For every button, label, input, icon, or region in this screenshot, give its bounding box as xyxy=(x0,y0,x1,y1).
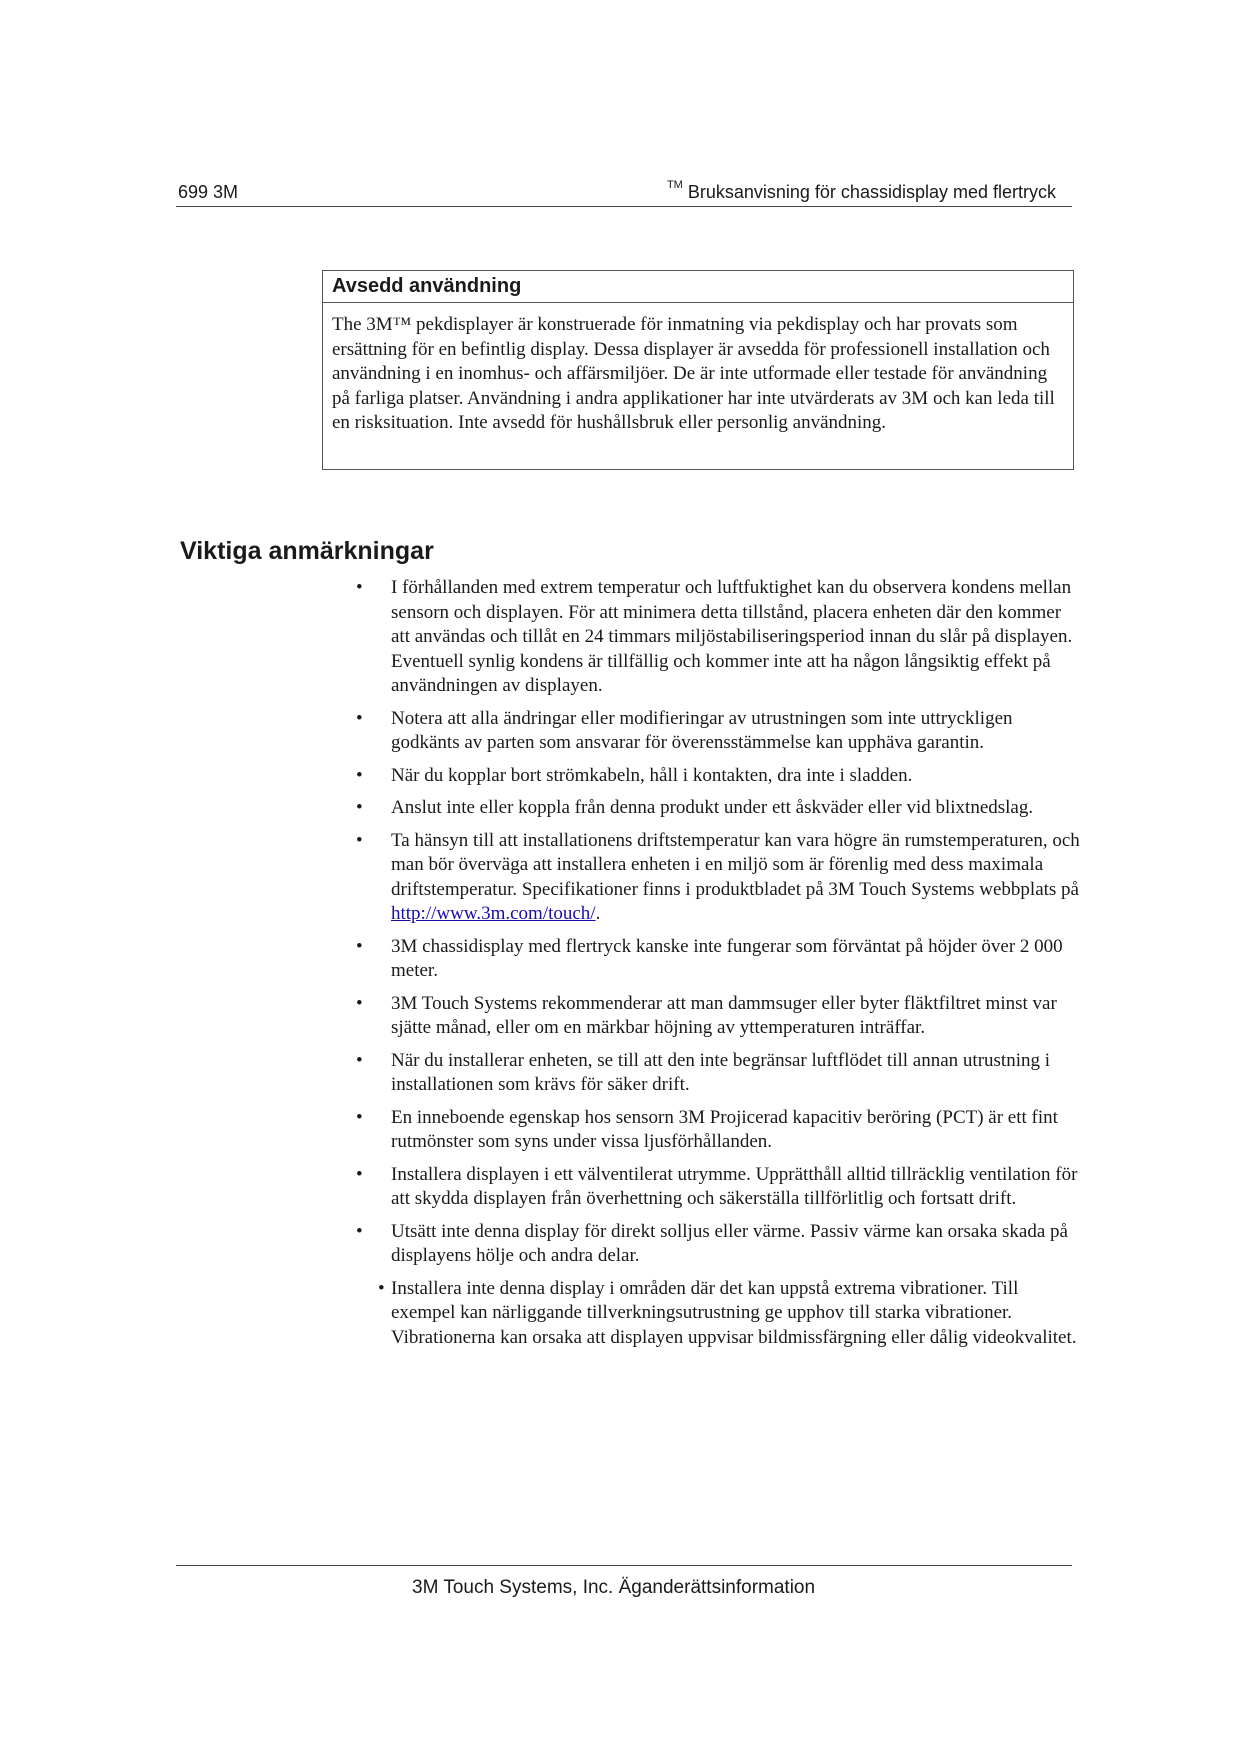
bullet-icon: • xyxy=(356,1220,363,1242)
intended-use-title: Avsedd användning xyxy=(323,271,1073,303)
list-item xyxy=(353,764,1083,789)
list-item xyxy=(353,576,1083,699)
list-item xyxy=(353,1220,1083,1269)
header-title-text: Bruksanvisning för chassidisplay med flertryck xyxy=(687,182,1056,202)
list-item xyxy=(353,992,1083,1041)
bullet-icon: • xyxy=(378,1277,385,1299)
list-item-text: 3M Touch Systems rekommenderar att man dammsuger eller byter fläktfiltret minst var sjätte månad, eller om en märkbar höjning av yttemperaturen inträffar. xyxy=(391,992,1057,1038)
list-item xyxy=(353,1106,1083,1155)
important-notes-list xyxy=(353,576,1083,1358)
bullet-icon: • xyxy=(356,577,363,598)
list-item-text: Notera att alla ändringar eller modifieringar av utrustningen som inte uttryckligen godkänts av parten som ansvarar för överensstämmelse kan upphäva garantin. xyxy=(391,707,1013,753)
list-item-text: Anslut inte eller koppla från denna produkt under ett åskväder eller vid blixtnedslag. xyxy=(391,797,1034,818)
header-document-title xyxy=(666,179,1056,203)
touch-systems-link[interactable]: http://www.3m.com/touch/ xyxy=(391,903,596,924)
bullet-icon: • xyxy=(356,829,363,851)
list-item xyxy=(353,796,1083,821)
bullet-icon: • xyxy=(356,1049,363,1071)
bullet-icon: • xyxy=(356,797,363,818)
bullet-icon: • xyxy=(356,1106,363,1128)
bullet-icon: • xyxy=(356,935,363,957)
list-item xyxy=(353,1277,1083,1351)
intended-use-box xyxy=(322,270,1074,470)
list-item xyxy=(353,935,1083,984)
list-item-text: Utsätt inte denna display för direkt solljus eller värme. Passiv värme kan orsaka skada på displayens hölje och andra delar. xyxy=(391,1220,1068,1266)
list-item-text: Installera displayen i ett välventilerat utrymme. Upprätthåll alltid tillräcklig ventilation för att skydda displayen från överhettning och säkerställa tillförlitlig och fortsatt drift. xyxy=(391,1163,1078,1209)
link-suffix: . xyxy=(595,903,601,924)
list-item-text: Ta hänsyn till att installationens driftstemperatur kan vara högre än rumstemperaturen, och man bör överväga att installera enheten i en miljö som är förenlig med dess maximala driftstemperatur. Specifikationer finns i produktbladet på 3M Touch Systems webbplats på xyxy=(391,829,1080,900)
list-item-text: En inneboende egenskap hos sensorn 3M Projicerad kapacitiv beröring (PCT) är ett fint rutmönster som syns under vissa ljusförhållanden. xyxy=(391,1106,1058,1152)
list-item xyxy=(353,829,1083,927)
trademark-mark: TM xyxy=(666,179,683,191)
list-item xyxy=(353,1049,1083,1098)
list-item-text: När du kopplar bort strömkabeln, håll i kontakten, dra inte i sladden. xyxy=(391,764,913,786)
page-header xyxy=(176,178,1072,207)
section-heading: Viktiga anmärkningar xyxy=(180,537,434,565)
bullet-icon: • xyxy=(356,707,363,729)
bullet-icon: • xyxy=(356,992,363,1014)
bullet-icon: • xyxy=(356,764,363,786)
bullet-icon: • xyxy=(356,1163,363,1185)
list-item-text: I förhållanden med extrem temperatur och luftfuktighet kan du observera kondens mellan sensorn och displayen. För att minimera detta tillstånd, placera enheten där den kommer att användas och tillåt en 24 timmars miljöstabiliseringsperiod innan du slår på displayen. Eventuell synlig kondens är tillfällig och kommer inte att ha någon långsiktig effekt på användningen av displayen. xyxy=(391,577,1073,696)
footer-text: 3M Touch Systems, Inc. Äganderättsinformation xyxy=(412,1577,816,1598)
list-item-text: 3M chassidisplay med flertryck kanske inte fungerar som förväntat på höjder över 2 000 meter. xyxy=(391,935,1063,981)
list-item-text: Installera inte denna display i områden där det kan uppstå extrema vibrationer. Till exempel kan närliggande tillverkningsutrustning ge upphov till starka vibrationer. Vibrationerna kan orsaka att displayen uppvisar bildmissfärgning eller dålig videokvalitet. xyxy=(391,1277,1077,1348)
list-item xyxy=(353,707,1083,756)
intended-use-body: The 3M™ pekdisplayer är konstruerade för inmatning via pekdisplay och har provats som ersättning för en befintlig display. Dessa displayer är avsedda för professionell installation och användning i en inomhus- och affärsmiljöer. De är inte utformade eller testade för användning på farliga platser. Användning i andra applikationer har inte utvärderats av 3M och kan leda till en risksituation. Inte avsedd för hushållsbruk eller personlig användning. xyxy=(332,314,1055,433)
header-page-number: 699 3M xyxy=(178,182,239,202)
list-item xyxy=(353,1163,1083,1212)
page-footer xyxy=(176,1565,1072,1598)
list-item-text: När du installerar enheten, se till att den inte begränsar luftflödet till annan utrustning i installationen som krävs för säker drift. xyxy=(391,1049,1050,1095)
